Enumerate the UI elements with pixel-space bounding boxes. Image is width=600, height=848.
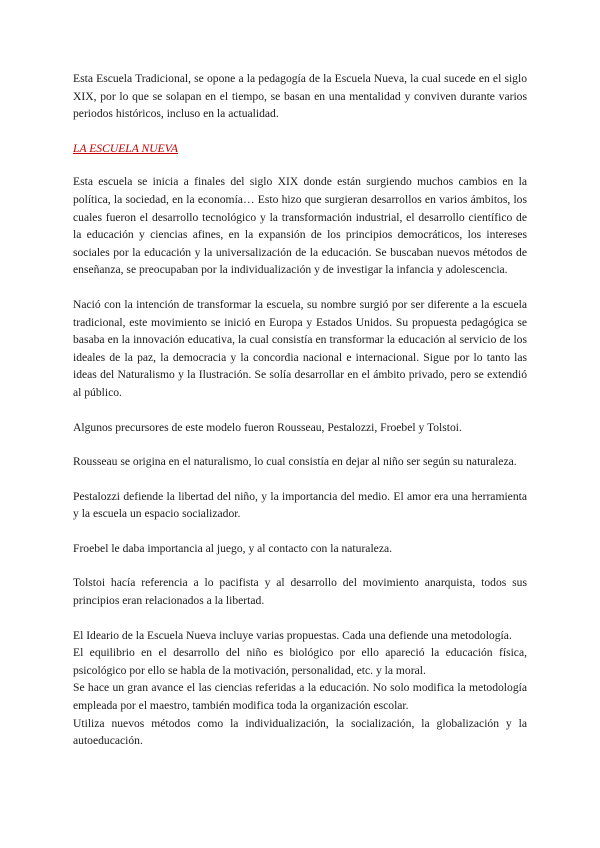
final-line-2: El equilibrio en el desarrollo del niño es biológico por ello apareció la educación física, psicológico por ello se habla de la motivación, personalidad, etc. y la moral. <box>73 646 527 677</box>
section-heading: LA ESCUELA NUEVA <box>73 141 178 155</box>
final-line-3: Se hace un gran avance el las ciencias referidas a la educación. No solo modifica la metodología empleada por el maestro, también modifica toda la organización escolar. <box>73 681 527 713</box>
paragraph-5: Pestalozzi defiende la libertad del niño, y la importancia del medio. El amor era una herramienta y la escuela un espacio socializador. <box>73 489 527 521</box>
final-line-1: El Ideario de la Escuela Nueva incluye varias propuestas. Cada una defiende una metodología. <box>73 628 512 642</box>
paragraph-4: Rousseau se origina en el naturalismo, lo cual consistía en dejar al niño ser según su naturaleza. <box>73 455 517 469</box>
paragraph-6: Froebel le daba importancia al juego, y al contacto con la naturaleza. <box>73 541 393 555</box>
paragraph-1: Esta escuela se inicia a finales del siglo XIX donde están surgiendo muchos cambios en la política, la sociedad, en la economía… Esto hizo que surgieran desarrollos en varios ámbitos, los cuales fueron el desarrollo tecnológico y la transformación industrial, el desarrollo científico de la educación y ciencias afines, en la expansión de los principios democráticos, los intereses sociales por la educación y la universalización de la educación. Se buscaban nuevos métodos de enseñanza, se preocupaban por la individualización y de investigar la infancia y adolescencia. <box>73 175 527 277</box>
final-line-4: Utiliza nuevos métodos como la individualización, la socialización, la globalización y la autoeducación. <box>73 716 527 748</box>
paragraph-7: Tolstoi hacía referencia a lo pacifista y al desarrollo del movimiento anarquista, todos sus principios eran relacionados a la libertad. <box>73 576 527 608</box>
paragraph-3: Algunos precursores de este modelo fueron Rousseau, Pestalozzi, Froebel y Tolstoi. <box>73 420 462 434</box>
intro-paragraph: Esta Escuela Tradicional, se opone a la pedagogía de la Escuela Nueva, la cual sucede en el siglo XIX, por lo que se solapan en el tiempo, se basan en una mentalidad y conviven durante varios periodos históricos, incluso en la actualidad. <box>73 72 527 121</box>
paragraph-2: Nació con la intención de transformar la escuela, su nombre surgió por ser diferente a la escuela tradicional, este movimiento se inició en Europa y Estados Unidos. Su propuesta pedagógica se basaba en la innovación educativa, la cual consistía en transformar la educación al servicio de los ideales de la paz, la democracia y la concordia nacional e internacional. Sigue por lo tanto las ideas del Naturalismo y la Ilustración. Se solía desarrollar en el ámbito privado, pero se extendió al público. <box>73 297 527 399</box>
